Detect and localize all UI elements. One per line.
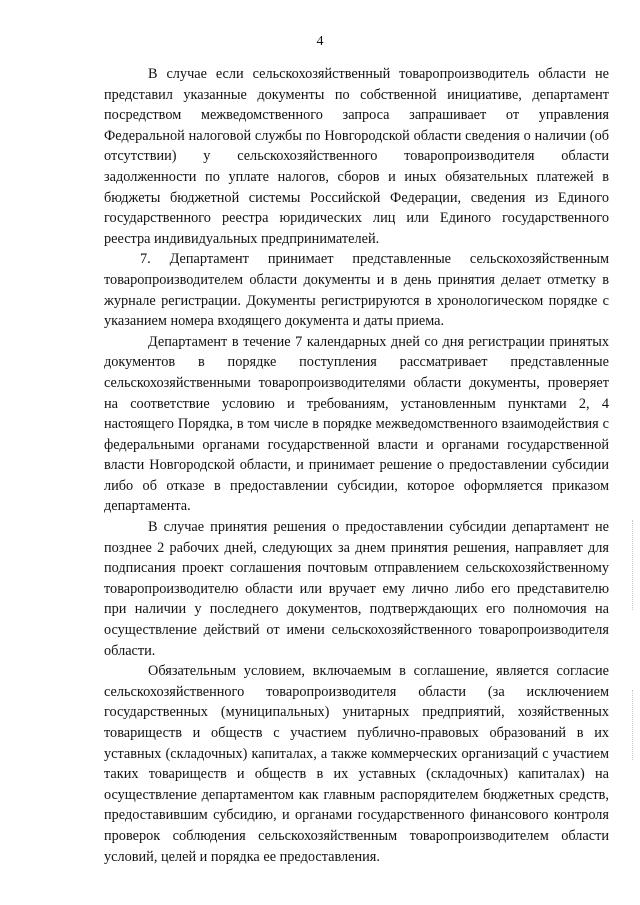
page-number: 4 <box>316 34 324 49</box>
paragraph-tax-request: В случае если сельскохозяйственный товаропроизводитель области не представил указанные документы по собственной инициативе, департамент посредством межведомственного запроса запрашивает от управления Федеральной налоговой службы по Новгородской области сведения о наличии (об отсутствии) у сельскохозяйственного товаропроизводителя области задолженности по уплате налогов, сборов и иных обязательных платежей в бюджеты бюджетной системы Российской Федерации, сведения из Единого государственного реестра юридических лиц или Единого государственного реестра индивидуальных предпринимателей. <box>104 66 609 247</box>
paragraph-mandatory-condition: Обязательным условием, включаемым в соглашение, является согласие сельскохозяйственного товаропроизводителя области (за исключением государственных (муниципальных) унитарных предприятий, хозяйственных товариществ и обществ с участием публично-правовых образований в их уставных (складочных) капиталах, а также коммерческих организаций с участием таких товариществ и обществ в их уставных (складочных) капиталах) на осуществление департаментом как главным распорядителем бюджетных средств, предоставившим субсидию, и органами государственного финансового контроля проверок соблюдения сельскохозяйственным товаропроизводителем области условий, целей и порядка ее предоставления. <box>104 663 609 865</box>
scan-margin-mark <box>632 690 634 760</box>
document-body <box>104 64 609 867</box>
paragraph-review-period: Департамент в течение 7 календарных дней со дня регистрации принятых документов в порядке поступления рассматривает представленные сельскохозяйственными товаропроизводителями области документы, проверяет на соответствие условию и требованиям, установленным пунктами 2, 4 настоящего Порядка, в том числе в порядке межведомственного взаимодействия с федеральными органами государственной власти и органами государственной власти Новгородской области, и принимает решение о предоставлении субсидии либо об отказе в предоставлении субсидии, которое оформляется приказом департамента. <box>104 333 609 515</box>
paragraph-item-7: 7. Департамент принимает представленные сельскохозяйственным товаропроизводителем области документы и в день принятия делает отметку в журнале регистрации. Документы регистрируются в хронологическом порядке с указанием номера входящего документа и даты приема. <box>104 251 609 330</box>
scan-margin-mark <box>632 520 634 610</box>
paragraph-agreement-sending: В случае принятия решения о предоставлении субсидии департамент не позднее 2 рабочих дней, следующих за днем принятия решения, направляет для подписания проект соглашения почтовым отправлением сельскохозяйственному товаропроизводителю области или вручает ему лично либо его представителю при наличии у последнего документов, подтверждающих его полномочия на осуществление действий от имени сельскохозяйственного товаропроизводителя области. <box>104 519 609 659</box>
